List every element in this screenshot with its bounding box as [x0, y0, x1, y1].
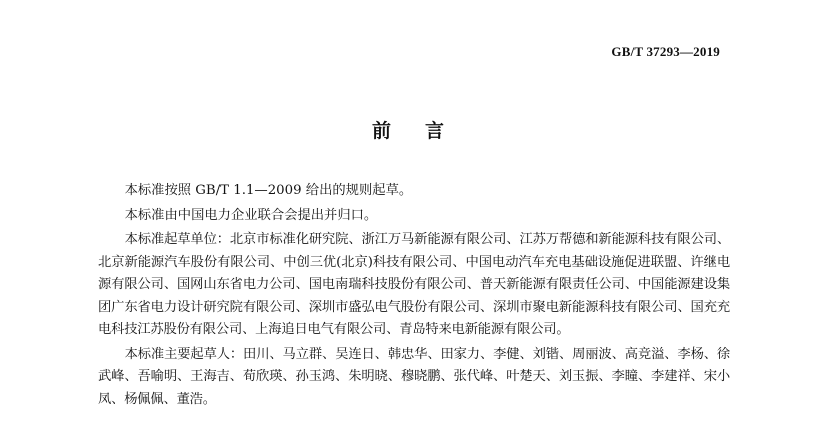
- page-title: 前言: [371, 120, 478, 142]
- paragraph-drafters: 本标准主要起草人：田川、马立群、吴连日、韩忠华、田家力、李健、刘锴、周丽波、高竞溢、李杨、徐武峰、吾喻明、王海吉、荀欣瑛、孙玉鸿、朱明晓、穆晓鹏、张代峰、叶楚天、刘玉振、李瞳、李建祥、宋小凤、杨佩佩、董浩。: [98, 346, 730, 407]
- paragraph-drafting-units: 本标准起草单位：北京市标准化研究院、浙江万马新能源有限公司、江苏万帮德和新能源科技有限公司、北京新能源汽车股份有限公司、中创三优(北京)科技有限公司、中国电动汽车充电基础设施促进联盟、许继电源有限公司、国网山东省电力公司、国电南瑞科技股份有限公司、普天新能源有限责任公司、中国能源建设集团广东省电力设计研究院有限公司、深圳市盛弘电气股份有限公司、深圳市聚电新能源科技有限公司、国充充电科技江苏股份有限公司、上海追日电气有限公司、青岛特来电新能源有限公司。: [98, 232, 730, 337]
- document-body: [98, 180, 730, 411]
- paragraph-drafting-rules: 本标准按照 GB/T 1.1—2009 给出的规则起草。: [124, 183, 413, 198]
- paragraph-proposer: 本标准由中国电力企业联合会提出并归口。: [124, 207, 378, 223]
- standard-code: GB/T 37293—2019: [611, 44, 720, 59]
